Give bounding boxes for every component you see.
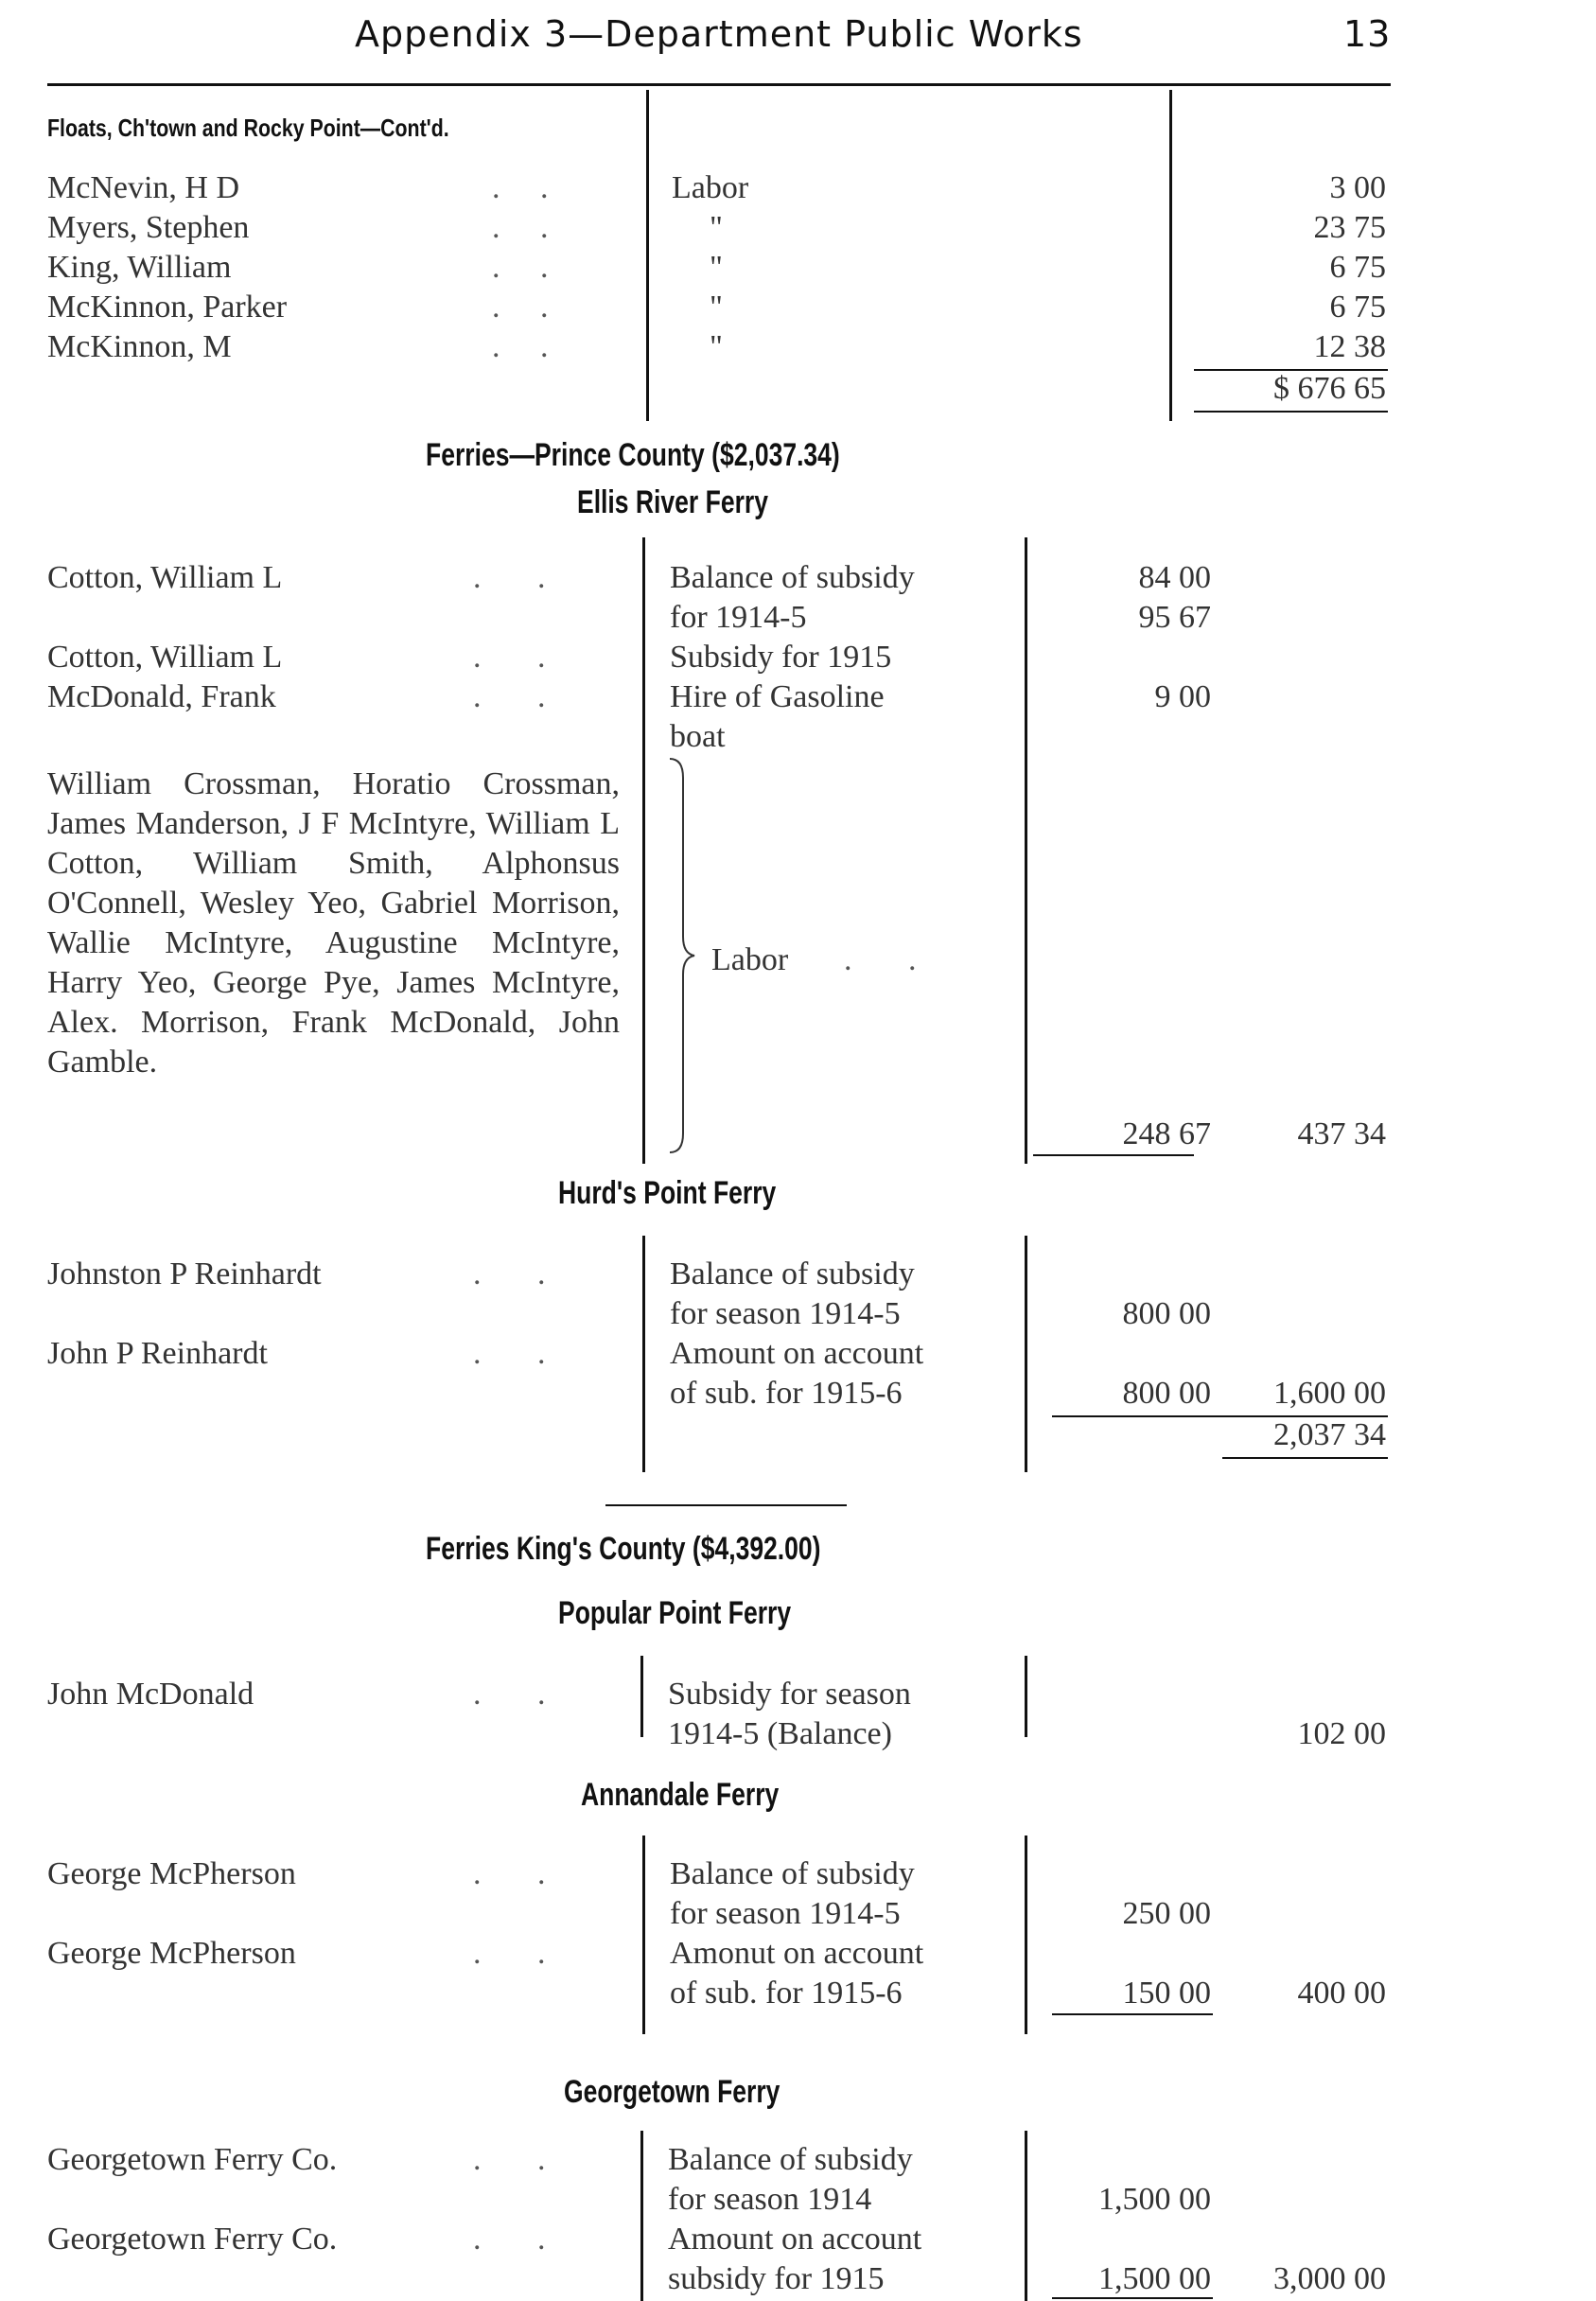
annandale-row1-desc: Balance of subsidy	[670, 1856, 915, 1891]
table-row-name: King, William	[47, 250, 232, 285]
col-divider	[646, 90, 649, 421]
leader-dots: . .	[492, 329, 549, 364]
table-row-name: McNevin, H D	[47, 170, 240, 205]
georgetown-row1-desc: for season 1914	[668, 2182, 872, 2217]
col-divider	[1025, 1836, 1027, 2034]
ellis-river-heading: Ellis River Ferry	[577, 484, 768, 520]
leader-dots: . .	[844, 942, 917, 977]
hurds-row2-desc: Amount on account	[670, 1336, 924, 1371]
hurds-row1-desc: for season 1914-5	[670, 1296, 901, 1331]
leader-dots: . .	[473, 1256, 546, 1291]
georgetown-row1-amount: 1,500 00	[1098, 2182, 1211, 2217]
table-row-desc: Labor	[672, 170, 749, 205]
popular-desc: Subsidy for season	[668, 1677, 911, 1712]
leader-dots: . .	[473, 1936, 546, 1971]
hurds-point-heading: Hurd's Point Ferry	[558, 1175, 777, 1211]
table-row-amount: 12 38	[1313, 329, 1386, 364]
total-rule	[1194, 411, 1388, 413]
ellis-labor-desc: Labor	[711, 942, 789, 977]
ellis-row1-desc: for 1914-5	[670, 600, 807, 635]
leader-dots: . .	[473, 1677, 546, 1712]
table-row-amount: 23 75	[1313, 210, 1386, 245]
annandale-row1-name: George McPherson	[47, 1856, 296, 1891]
annandale-subtotal: 400 00	[1297, 1976, 1386, 2011]
leader-dots: . .	[492, 250, 549, 285]
brace-icon	[662, 757, 700, 1154]
ellis-row1-name: Cotton, William L	[47, 560, 283, 595]
sum-rule	[1052, 2013, 1213, 2015]
leader-dots: . .	[473, 2222, 546, 2257]
col-divider	[1025, 2131, 1027, 2301]
georgetown-row2-name: Georgetown Ferry Co.	[47, 2222, 338, 2257]
col-divider	[1025, 1656, 1027, 1737]
table-row-desc: "	[710, 250, 723, 285]
col-divider	[642, 537, 645, 1164]
kings-county-heading: Ferries King's County ($4,392.00)	[426, 1531, 821, 1567]
ellis-row2-desc: Subsidy for 1915	[670, 640, 892, 675]
leader-dots: . .	[473, 679, 546, 714]
floats-heading: Floats, Ch'town and Rocky Point—Cont'd.	[47, 114, 449, 142]
hurds-row2-name: John P Reinhardt	[47, 1336, 268, 1371]
col-divider	[1025, 1236, 1027, 1472]
table-row-amount: 6 75	[1329, 250, 1386, 285]
annandale-row1-amount: 250 00	[1122, 1896, 1211, 1931]
georgetown-heading: Georgetown Ferry	[564, 2074, 780, 2110]
hurds-row1-amount: 800 00	[1122, 1296, 1211, 1331]
ellis-labor-amount: 248 67	[1122, 1116, 1211, 1151]
ellis-row3-desc: Hire of Gasoline	[670, 679, 885, 714]
hurds-subtotal: 1,600 00	[1273, 1376, 1386, 1411]
table-row-name: Myers, Stephen	[47, 210, 250, 245]
georgetown-subtotal: 3,000 00	[1273, 2261, 1386, 2296]
annandale-heading: Annandale Ferry	[581, 1777, 780, 1813]
hurds-row1-desc: Balance of subsidy	[670, 1256, 915, 1291]
sum-rule	[1033, 1154, 1194, 1156]
table-row-desc: "	[710, 290, 723, 325]
page-number: 13	[1343, 13, 1392, 55]
ellis-labor-names: William Crossman, Horatio Crossman, James Manderson, J F McIntyre, William L Cotton, William Smith, Alphonsus O'Connell, Wesley Yeo, Gabriel Morrison, Wallie McIntyre, Augustine McIntyre, Harry Yeo, George Pye, James McIntyre, Alex. Morrison, Frank McDonald, John Gamble.	[47, 766, 620, 1080]
floats-total: $ 676 65	[1273, 371, 1386, 406]
annandale-row2-desc: of sub. for 1915-6	[670, 1976, 903, 2011]
annandale-row1-desc: for season 1914-5	[670, 1896, 901, 1931]
prince-total: 2,037 34	[1273, 1417, 1386, 1452]
leader-dots: . .	[473, 1856, 546, 1891]
hurds-row2-amount: 800 00	[1122, 1376, 1211, 1411]
leader-dots: . .	[492, 290, 549, 325]
georgetown-row2-desc: Amount on account	[668, 2222, 922, 2257]
ellis-row2-name: Cotton, William L	[47, 640, 283, 675]
hurds-row1-name: Johnston P Reinhardt	[47, 1256, 322, 1291]
section-divider	[605, 1504, 847, 1506]
ellis-row1-desc: Balance of subsidy	[670, 560, 915, 595]
table-row-amount: 3 00	[1329, 170, 1386, 205]
georgetown-row1-desc: Balance of subsidy	[668, 2142, 913, 2177]
hurds-row2-desc: of sub. for 1915-6	[670, 1376, 903, 1411]
georgetown-row2-desc: subsidy for 1915	[668, 2261, 885, 2296]
header-rule	[47, 83, 1391, 86]
popular-desc: 1914-5 (Balance)	[668, 1716, 892, 1751]
col-divider	[642, 1236, 645, 1472]
table-row-desc: "	[710, 210, 723, 245]
leader-dots: . .	[473, 1336, 546, 1371]
leader-dots: . .	[473, 560, 546, 595]
col-divider	[642, 1836, 645, 2034]
leader-dots: . .	[492, 170, 549, 205]
ellis-row3-desc: boat	[670, 719, 726, 754]
ellis-row3-name: McDonald, Frank	[47, 679, 276, 714]
leader-dots: . .	[492, 210, 549, 245]
leader-dots: . .	[473, 2142, 546, 2177]
annandale-row2-name: George McPherson	[47, 1936, 296, 1971]
ellis-row1-amount: 84 00	[1138, 560, 1211, 595]
table-row-desc: "	[710, 329, 723, 364]
popular-name: John McDonald	[47, 1677, 254, 1712]
prince-county-heading: Ferries—Prince County ($2,037.34)	[426, 437, 840, 473]
col-divider	[640, 2131, 643, 2301]
ellis-row2-amount: 95 67	[1138, 600, 1211, 635]
ellis-subtotal: 437 34	[1297, 1116, 1386, 1151]
table-row-amount: 6 75	[1329, 290, 1386, 325]
col-divider	[1025, 537, 1027, 1164]
annandale-row2-desc: Amonut on account	[670, 1936, 924, 1971]
col-divider	[1169, 90, 1172, 421]
popular-point-heading: Popular Point Ferry	[558, 1595, 792, 1631]
georgetown-row2-amount: 1,500 00	[1098, 2261, 1211, 2296]
total-rule	[1222, 1457, 1388, 1459]
popular-subtotal: 102 00	[1297, 1716, 1386, 1751]
annandale-row2-amount: 150 00	[1122, 1976, 1211, 2011]
col-divider	[640, 1656, 643, 1737]
georgetown-row1-name: Georgetown Ferry Co.	[47, 2142, 338, 2177]
page-title: Appendix 3—Department Public Works	[355, 13, 1083, 55]
sum-rule	[1052, 2297, 1213, 2299]
ellis-row3-amount: 9 00	[1154, 679, 1211, 714]
table-row-name: McKinnon, M	[47, 329, 232, 364]
leader-dots: . .	[473, 640, 546, 675]
table-row-name: McKinnon, Parker	[47, 290, 288, 325]
